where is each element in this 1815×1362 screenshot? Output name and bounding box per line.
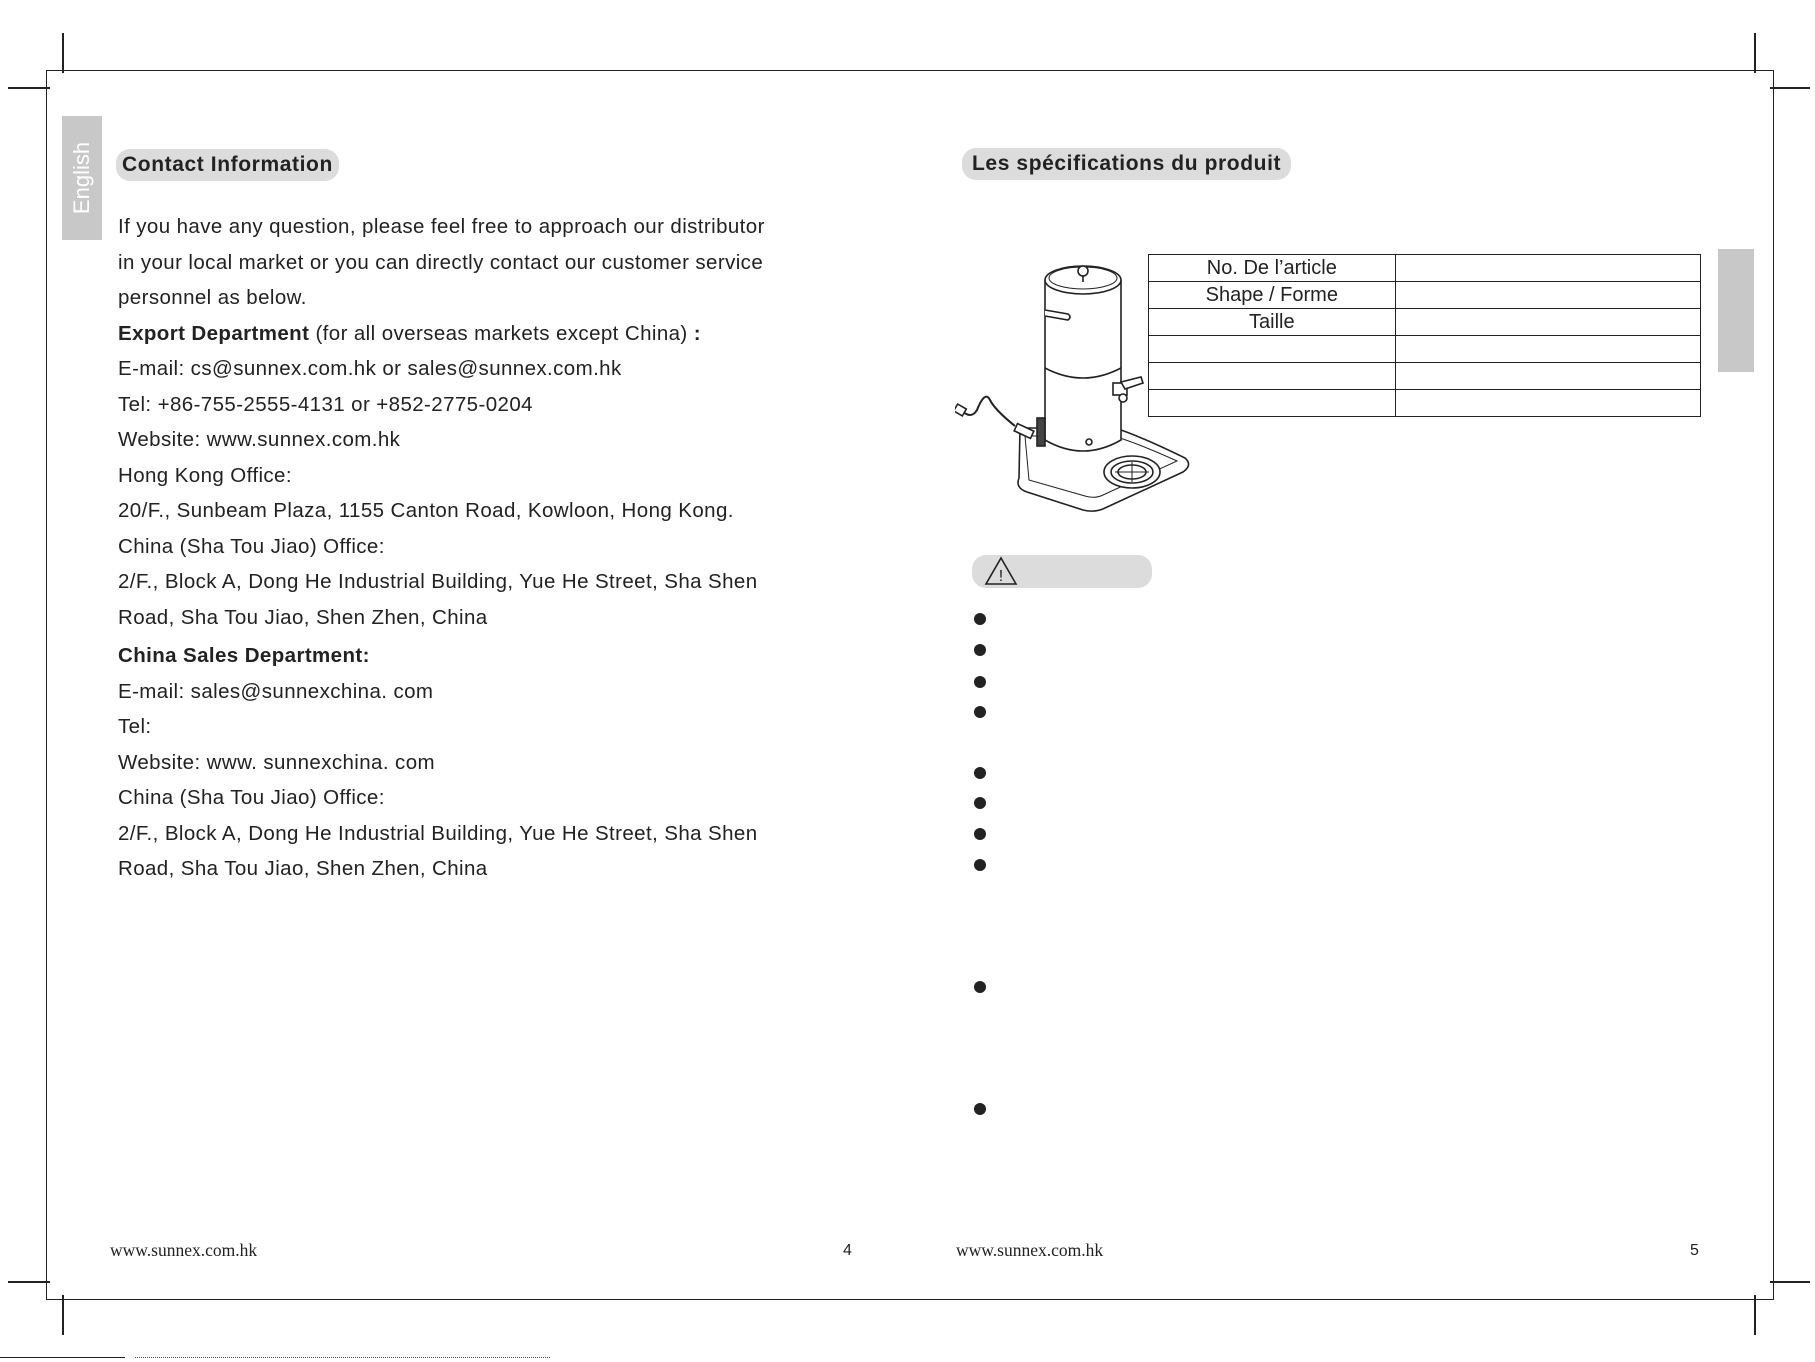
crop-mark [1770, 87, 1810, 89]
table-row [1149, 282, 1701, 309]
bullet-point [974, 676, 986, 688]
page-number-left: 4 [843, 1242, 852, 1259]
china-sales-office-label: China (Sha Tou Jiao) Office: [118, 786, 385, 809]
contact-body [118, 212, 838, 890]
bullet-point [974, 706, 986, 718]
specs-heading: Les spécifications du produit [962, 148, 1291, 180]
crop-mark [62, 33, 64, 73]
bullet-point [974, 859, 986, 871]
spec-label [1149, 390, 1396, 417]
footer-url-right: www.sunnex.com.hk [956, 1240, 1104, 1260]
side-tab [1718, 249, 1754, 372]
intro-line: in your local market or you can directly contact our customer service [118, 250, 764, 274]
china-sales-website: Website: www. sunnexchina. com [118, 750, 435, 774]
table-row [1149, 309, 1701, 336]
crop-mark [8, 87, 50, 89]
crop-mark [1754, 1295, 1756, 1335]
export-dept-colon: : [687, 321, 701, 345]
export-website: Website: www.sunnex.com.hk [118, 428, 401, 451]
warning-header [972, 555, 1152, 588]
bottom-dotted-rule [135, 1357, 550, 1358]
crop-mark [1754, 33, 1756, 73]
crop-mark [1770, 1281, 1810, 1283]
intro-line: If you have any question, please feel free to approach our distributor [118, 215, 765, 238]
spec-value [1395, 336, 1700, 363]
spec-table [1148, 254, 1701, 417]
export-dept-title: Export Department [118, 321, 310, 345]
bullet-point [974, 1103, 986, 1115]
warning-symbol: ! [998, 568, 1004, 585]
bullet-point [974, 828, 986, 840]
china-sales-address-1: 2/F., Block A, Dong He Industrial Building, Yue He Street, Sha Shen [118, 821, 758, 845]
export-email: E-mail: cs@sunnex.com.hk or sales@sunnex.com.hk [118, 357, 622, 380]
china-office-label: China (Sha Tou Jiao) Office: [118, 534, 385, 558]
language-tab [62, 116, 102, 240]
table-row [1149, 255, 1701, 282]
china-office-address-2: Road, Sha Tou Jiao, Shen Zhen, China [118, 605, 488, 629]
bullet-point [974, 613, 986, 625]
crop-mark [62, 1295, 64, 1335]
hk-office-label: Hong Kong Office: [118, 463, 292, 487]
spec-value [1395, 390, 1700, 417]
spec-label: Taille [1149, 309, 1396, 336]
spec-value [1395, 363, 1700, 390]
table-row [1149, 390, 1701, 417]
china-sales-email: E-mail: sales@sunnexchina. com [118, 679, 434, 703]
china-sales-address-2: Road, Sha Tou Jiao, Shen Zhen, China [118, 857, 488, 880]
bullet-point [974, 644, 986, 656]
table-row [1149, 336, 1701, 363]
china-sales-tel: Tel: [118, 715, 152, 738]
bullet-point [974, 797, 986, 809]
intro-line: personnel as below. [118, 286, 307, 309]
export-dept-line [118, 319, 838, 355]
spec-label: Shape / Forme [1149, 282, 1396, 309]
crop-mark [8, 1281, 50, 1283]
spec-value [1395, 309, 1700, 336]
spec-label: No. De l’article [1149, 255, 1396, 282]
china-office-address-1: 2/F., Block A, Dong He Industrial Building, Yue He Street, Sha Shen [118, 570, 758, 593]
bullet-point [974, 767, 986, 779]
table-row [1149, 363, 1701, 390]
china-sales-title-text: China Sales Department: [118, 644, 370, 667]
spec-label [1149, 336, 1396, 363]
export-tel: Tel: +86-755-2555-4131 or +852-2775-0204 [118, 392, 533, 416]
bullet-point [974, 981, 986, 993]
spec-value [1395, 282, 1700, 309]
footer-url-left: www.sunnex.com.hk [110, 1240, 258, 1260]
spec-label [1149, 363, 1396, 390]
page-number-right: 5 [1690, 1242, 1699, 1259]
export-dept-note: (for all overseas markets except China) [309, 321, 688, 345]
spec-value [1395, 255, 1700, 282]
hk-office-address: 20/F., Sunbeam Plaza, 1155 Canton Road, Kowloon, Hong Kong. [118, 499, 734, 522]
warning-triangle-icon [984, 556, 1018, 586]
china-sales-title [118, 641, 838, 677]
bottom-rule [0, 1357, 125, 1358]
contact-heading: Contact Information [116, 149, 339, 181]
language-tab-label: English [69, 141, 94, 215]
